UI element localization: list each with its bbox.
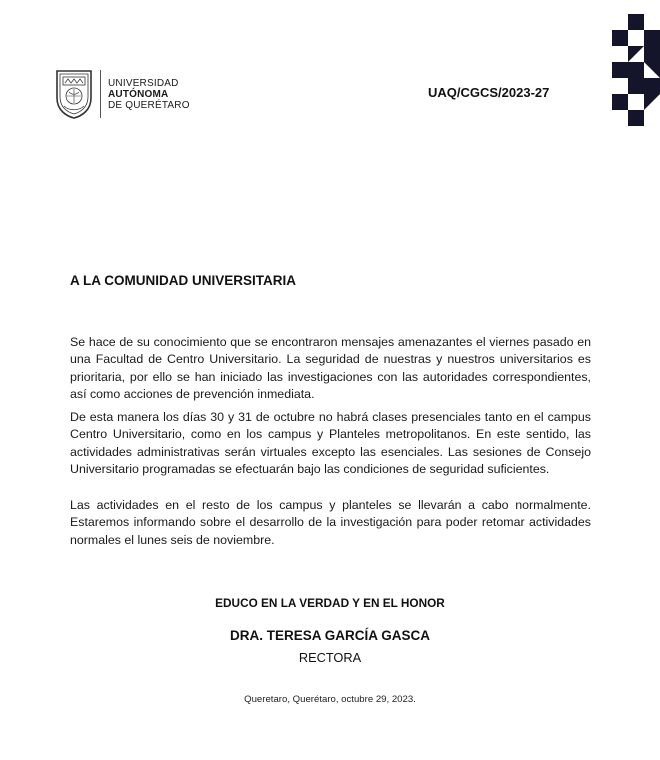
reference-code: UAQ/CGCS/2023-27 — [428, 85, 550, 100]
paragraph-3: Las actividades en el resto de los campus y planteles se llevarán a cabo normalmente. Estaremos informando sobre el desarrollo de la investigación para poder retomar actividades normales el lunes seis de noviembre. — [70, 498, 591, 547]
university-seal-icon — [54, 68, 94, 120]
logo-divider — [100, 70, 101, 118]
university-name-line-1: UNIVERSIDAD — [108, 77, 179, 89]
university-name — [108, 78, 190, 111]
paragraph-2: De esta manera los días 30 y 31 de octubre no habrá clases presenciales tanto en el campus Centro Universitario, como en los campus y Planteles metropolitanos. En este sentido, las actividades administrativas serán virtuales excepto las esenciales. Las sesiones de Consejo Universitario programadas se efectuarán bajo las condiciones de seguridad suficientes. — [70, 410, 591, 476]
motto: EDUCO EN LA VERDAD Y EN EL HONOR — [215, 596, 445, 610]
university-name-line-2: AUTÓNOMA — [108, 88, 169, 100]
place-date: Queretaro, Querétaro, octubre 29, 2023. — [244, 694, 416, 705]
signer-name: DRA. TERESA GARCÍA GASCA — [229, 628, 430, 643]
university-logo — [54, 66, 190, 122]
signer-title: RECTORA — [298, 650, 362, 665]
university-name-line-3: DE QUERÉTARO — [108, 99, 190, 111]
paragraph-1: Se hace de su conocimiento que se encontraron mensajes amenazantes el viernes pasado en una Facultad de Centro Universitario. La seguridad de nuestras y nuestros universitarios es prioritaria, por ello se han iniciado las investigaciones con las autoridades correspondientes, así como acciones de prevención inmediata. — [70, 335, 591, 401]
salutation: A LA COMUNIDAD UNIVERSITARIA — [70, 273, 296, 288]
pixel-pattern-mark-icon — [612, 14, 660, 126]
